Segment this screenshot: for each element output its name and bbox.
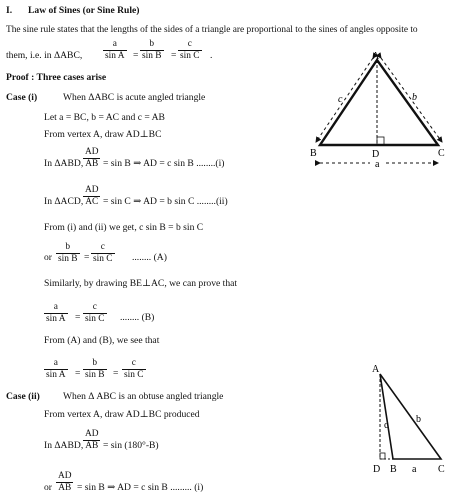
vertex-b-label: B [310, 148, 317, 159]
vertex-a-label: A [372, 51, 380, 62]
abd-prefix: In ΔABD, [44, 158, 84, 169]
ad-over-ab-fraction: $\frac{AD}{AB}$ [85, 147, 99, 170]
ad-over-ac-fraction: $\frac{AD}{AC}$ [85, 185, 99, 208]
equation-label-B: ........ (B) [120, 312, 155, 323]
side-c-label: c [384, 420, 389, 431]
equals-sign: = [75, 368, 81, 379]
section-title: Law of Sines (or Sine Rule) [28, 5, 140, 16]
case-2-label: Case (ii) [6, 391, 40, 402]
proof-heading: Proof : Three cases arise [6, 72, 107, 83]
foot-d-label: D [373, 464, 381, 475]
abd2-prefix: In ΔABD, [44, 440, 84, 451]
a-over-sina-fraction: $\frac{a}{\text{sin A}}$ [46, 358, 66, 381]
sine-ratio-b: $\frac{b}{\text{sin B}}$ [142, 39, 162, 62]
equals-sign: = [171, 50, 177, 61]
acd-prefix: In ΔACD, [44, 196, 84, 207]
acute-triangle-figure [300, 48, 470, 178]
abd2-equation: = sin (180°-B) [103, 440, 159, 451]
combine-i-ii-text: From (i) and (ii) we get, c sin B = b sin C [44, 222, 204, 233]
ad-over-ab-fraction: $\frac{AD}{AB}$ [85, 429, 99, 452]
or-label: or [44, 482, 52, 493]
or-label: or [44, 252, 52, 263]
statement-line-1: The sine rule states that the lengths of the sides of a triangle are proportional to the sines of angles opposite to [6, 25, 418, 35]
from-A-B-text: From (A) and (B), we see that [44, 335, 160, 346]
abd-equation: = sin B ⇒ AD = c sin B ........(i) [103, 158, 225, 169]
statement-end: . [210, 50, 213, 61]
vertex-b-label: B [390, 464, 397, 475]
b-over-sinb-fraction: $\frac{b}{\text{sin B}}$ [58, 242, 78, 265]
triangle-abc [380, 374, 441, 459]
side-b-label: b [416, 414, 421, 425]
a-over-sina-fraction: $\frac{a}{\text{sin A}}$ [46, 302, 66, 325]
sine-ratio-a: $\frac{a}{\text{sin A}}$ [105, 39, 125, 62]
side-a-label: a [375, 159, 380, 170]
vertex-a-label: A [372, 364, 380, 375]
case-2-description: When Δ ABC is an obtuse angled triangle [63, 391, 224, 402]
acd-equation: = sin C ⇒ AD = b sin C ........(ii) [103, 196, 228, 207]
from-vertex-2-text: From vertex A, draw AD⊥BC produced [44, 409, 200, 420]
c-over-sinc-fraction: $\frac{c}{\text{sin C}}$ [85, 302, 105, 325]
equals-sign: = [84, 252, 90, 263]
abd2b-equation: = sin B ⇒ AD = c sin B ......... (i) [77, 482, 204, 493]
c-over-sinc-fraction: $\frac{c}{\text{sin C}}$ [93, 242, 113, 265]
equals-sign: = [113, 368, 119, 379]
side-a-label: a [412, 464, 417, 475]
from-vertex-text: From vertex A, draw AD⊥BC [44, 129, 162, 140]
vertex-c-label: C [438, 464, 445, 475]
right-angle-mark [380, 453, 385, 459]
ad-over-ab-fraction: $\frac{AD}{AB}$ [58, 471, 72, 494]
equals-sign: = [75, 312, 81, 323]
section-number: I. [6, 5, 13, 16]
similarly-text: Similarly, by drawing BE⊥AC, we can prove that [44, 278, 238, 289]
equals-sign: = [133, 50, 139, 61]
foot-d-label: D [372, 149, 380, 160]
c-over-sinc-fraction: $\frac{c}{\text{sin C}}$ [124, 358, 144, 381]
equation-label-A: ........ (A) [132, 252, 167, 263]
b-over-sinb-fraction: $\frac{b}{\text{sin B}}$ [85, 358, 105, 381]
obtuse-triangle-figure [360, 362, 460, 482]
vertex-c-label: C [438, 148, 445, 159]
side-c-arrow [316, 58, 373, 142]
case-1-label: Case (i) [6, 92, 38, 103]
statement-prefix: them, i.e. in ΔABC, [6, 50, 83, 61]
case-1-description: When ΔABC is acute angled triangle [63, 92, 206, 103]
let-definitions: Let a = BC, b = AC and c = AB [44, 112, 165, 123]
sine-ratio-c: $\frac{c}{\text{sin C}}$ [180, 39, 200, 62]
side-b-label: b [412, 92, 417, 103]
side-c-label: c [338, 94, 343, 105]
